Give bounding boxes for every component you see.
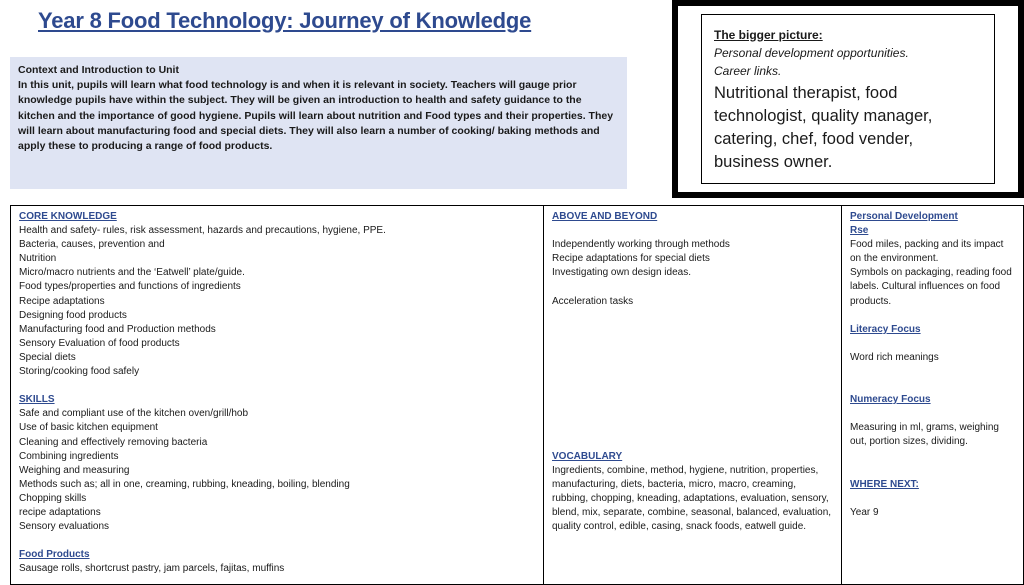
core-item: Manufacturing food and Production methods — [19, 323, 216, 335]
vocabulary-text: Ingredients, combine, method, hygiene, nutrition, properties, manufacturing, diets, bacteria, micro, macro, creaming, rubbing, chopping, kneading, adaptations, evaluation, sensory, blend, mix, separate, combine, seasonal, balanced, evaluation, quality control, edible, casing, snack foods, eatwell guide. — [552, 464, 834, 533]
skill-item: Combining ingredients — [19, 450, 119, 462]
core-item: Special diets — [19, 351, 76, 363]
personal-development-column — [842, 206, 1024, 584]
rse-heading: Rse — [850, 225, 869, 237]
core-item: Sensory Evaluation of food products — [19, 337, 180, 349]
above-beyond-column — [544, 206, 842, 584]
core-item: Micro/macro nutrients and the ‘Eatwell’ plate/guide. — [19, 267, 245, 279]
vocabulary-heading: VOCABULARY — [552, 450, 623, 462]
core-item: Designing food products — [19, 309, 127, 321]
skill-item: Chopping skills — [19, 492, 87, 504]
core-knowledge-column — [11, 206, 544, 584]
context-heading: Context and Introduction to Unit — [18, 64, 179, 76]
core-item: Bacteria, causes, prevention and — [19, 239, 165, 251]
above-beyond-item: Investigating own design ideas. — [552, 267, 691, 279]
skill-item: Weighing and measuring — [19, 464, 130, 476]
career-links: Nutritional therapist, food technologist, quality manager, catering, chef, food vender, business owner. — [714, 84, 933, 171]
knowledge-grid — [10, 205, 1024, 585]
literacy-text: Word rich meanings — [850, 351, 939, 363]
bigger-picture-heading: The bigger picture: — [714, 28, 823, 42]
core-item: Health and safety- rules, risk assessment, hazards and precautions, hygiene, PPE. — [19, 225, 386, 237]
skill-item: recipe adaptations — [19, 506, 101, 518]
personal-development-heading: Personal Development — [850, 211, 958, 222]
bigger-picture-line1: Personal development opportunities. — [714, 46, 909, 60]
skills-heading: SKILLS — [19, 394, 55, 406]
literacy-heading: Literacy Focus — [850, 323, 921, 335]
bigger-picture-frame — [672, 0, 1024, 198]
context-body: In this unit, pupils will learn what food technology is and when it is relevant in society. Teachers will gauge prior knowledge pupils have within the subject. They will be given an introduction to health and safety guidance to the kitchen and the importance of good hygiene. Pupils will learn about nutrition and Food types and their properties. They will learn about manufacturing food and special diets. They will also learn a number of cooking/ baking methods and apply these to producing a range of food products. — [18, 79, 614, 153]
above-beyond-item: Independently working through methods — [552, 239, 730, 251]
skill-item: Safe and compliant use of the kitchen oven/grill/hob — [19, 408, 249, 420]
above-beyond-heading: ABOVE AND BEYOND — [552, 211, 658, 222]
skill-item: Methods such as; all in one, creaming, rubbing, kneading, boiling, blending — [19, 478, 350, 490]
numeracy-text: Measuring in ml, grams, weighing out, portion sizes, dividing. — [850, 422, 1002, 448]
personal-development-text: Symbols on packaging, reading food labels. Cultural influences on food products. — [850, 267, 1015, 307]
core-item: Nutrition — [19, 253, 57, 265]
core-item: Storing/cooking food safely — [19, 366, 140, 378]
acceleration-tasks: Acceleration tasks — [552, 295, 634, 307]
food-products-heading: Food Products — [19, 549, 90, 561]
page-title: Year 8 Food Technology: Journey of Knowledge — [38, 8, 532, 33]
bigger-picture-line2: Career links. — [714, 64, 782, 78]
core-item: Recipe adaptations — [19, 295, 105, 307]
above-beyond-item: Recipe adaptations for special diets — [552, 253, 710, 265]
personal-development-text: Food miles, packing and its impact on the environment. — [850, 239, 1007, 265]
core-item: Food types/properties and functions of ingredients — [19, 281, 241, 293]
context-box — [10, 57, 627, 189]
where-next-heading: WHERE NEXT: — [850, 478, 919, 490]
where-next-text: Year 9 — [850, 506, 879, 518]
core-knowledge-heading: CORE KNOWLEDGE — [19, 211, 117, 222]
skill-item: Use of basic kitchen equipment — [19, 422, 158, 434]
skill-item: Sensory evaluations — [19, 521, 110, 533]
numeracy-heading: Numeracy Focus — [850, 394, 931, 406]
skill-item: Cleaning and effectively removing bacteria — [19, 436, 208, 448]
food-products-item: Sausage rolls, shortcrust pastry, jam parcels, fajitas, muffins — [19, 563, 285, 575]
bigger-picture-box — [701, 14, 995, 184]
